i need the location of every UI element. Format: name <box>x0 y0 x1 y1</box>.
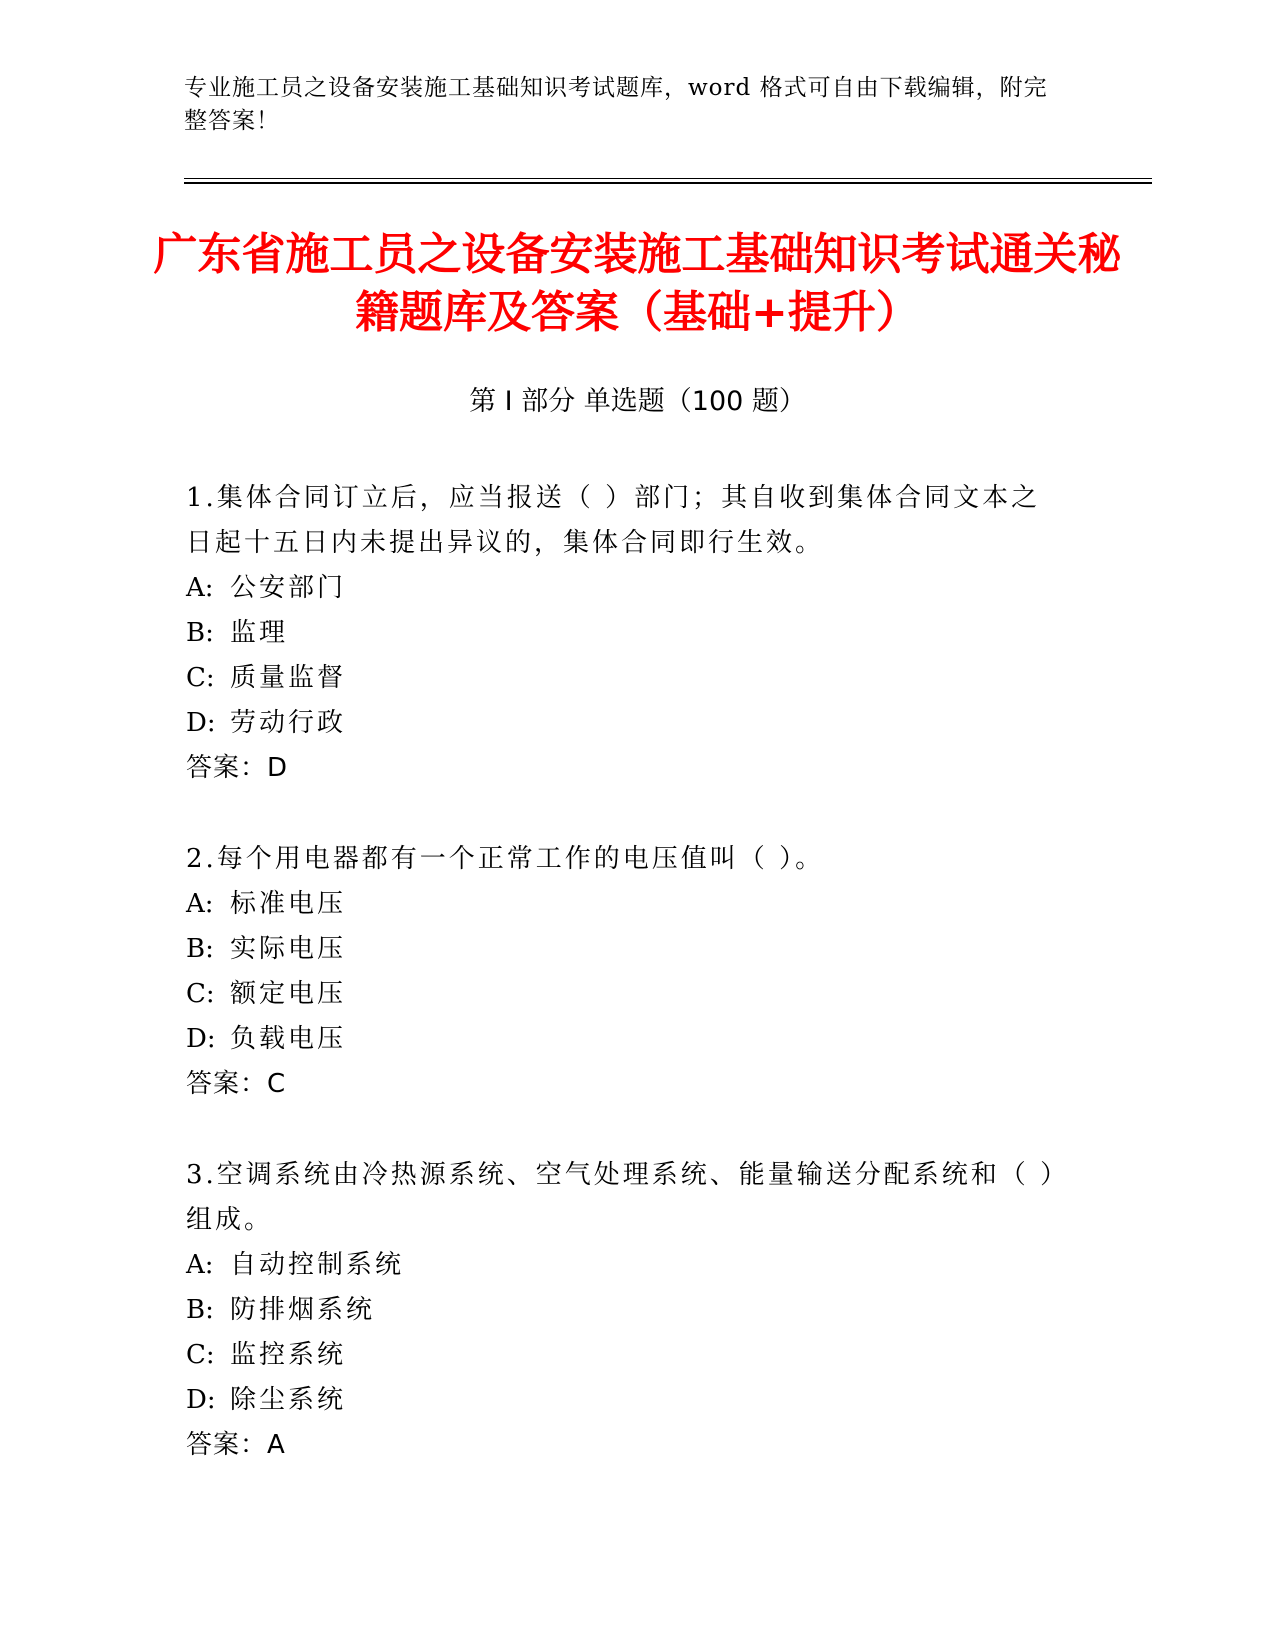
option-key: A: <box>186 573 214 603</box>
option-a <box>186 1243 1066 1288</box>
option-text: 公安部门 <box>230 573 347 603</box>
option-d <box>186 1017 1066 1062</box>
option-b <box>186 927 1066 972</box>
option-key: C: <box>186 979 215 1009</box>
option-key: C: <box>186 663 215 693</box>
question-2 <box>186 837 1066 1107</box>
document-title: 广东省施工员之设备安装施工基础知识考试通关秘籍题库及答案（基础+提升） <box>153 229 1122 338</box>
option-text: 监控系统 <box>230 1340 347 1370</box>
header-divider-thick <box>184 182 1152 184</box>
option-b <box>186 611 1066 656</box>
answer-line: 答案：D <box>186 753 289 783</box>
question-list <box>186 476 1066 1514</box>
option-key: B: <box>186 1295 214 1325</box>
option-d <box>186 701 1066 746</box>
option-c <box>186 972 1066 1017</box>
question-stem: 3.空调系统由冷热源系统、空气处理系统、能量输送分配系统和（ ）组成。 <box>186 1160 1057 1235</box>
option-text: 负载电压 <box>230 1024 347 1054</box>
option-b <box>186 1288 1066 1333</box>
option-text: 监理 <box>230 618 289 648</box>
question-stem: 2.每个用电器都有一个正常工作的电压值叫（ ）。 <box>186 844 825 874</box>
option-text: 标准电压 <box>230 889 347 919</box>
answer-line: 答案：C <box>186 1069 287 1099</box>
question-stem: 1.集体合同订立后，应当报送（ ）部门；其自收到集体合同文本之日起十五日内未提出异议的，集体合同即行生效。 <box>186 483 1041 558</box>
header-note: 专业施工员之设备安装施工基础知识考试题库，word 格式可自由下载编辑，附完整答案！ <box>184 75 1048 134</box>
option-text: 除尘系统 <box>230 1385 347 1415</box>
option-text: 自动控制系统 <box>230 1250 405 1280</box>
option-text: 质量监督 <box>230 663 347 693</box>
option-key: D: <box>186 708 216 738</box>
option-key: A: <box>186 1250 214 1280</box>
option-key: B: <box>186 618 214 648</box>
question-3 <box>186 1153 1066 1468</box>
option-key: C: <box>186 1340 215 1370</box>
option-text: 防排烟系统 <box>230 1295 376 1325</box>
option-text: 实际电压 <box>230 934 347 964</box>
answer-line: 答案：A <box>186 1430 286 1460</box>
option-d <box>186 1378 1066 1423</box>
question-1 <box>186 476 1066 791</box>
header-divider-thin <box>184 178 1152 179</box>
option-text: 额定电压 <box>230 979 347 1009</box>
section-heading: 第 I 部分 单选题（100 题） <box>469 386 806 417</box>
option-text: 劳动行政 <box>230 708 347 738</box>
option-key: B: <box>186 934 214 964</box>
option-key: A: <box>186 889 214 919</box>
option-c <box>186 656 1066 701</box>
option-a <box>186 566 1066 611</box>
option-key: D: <box>186 1385 216 1415</box>
option-a <box>186 882 1066 927</box>
option-c <box>186 1333 1066 1378</box>
option-key: D: <box>186 1024 216 1054</box>
